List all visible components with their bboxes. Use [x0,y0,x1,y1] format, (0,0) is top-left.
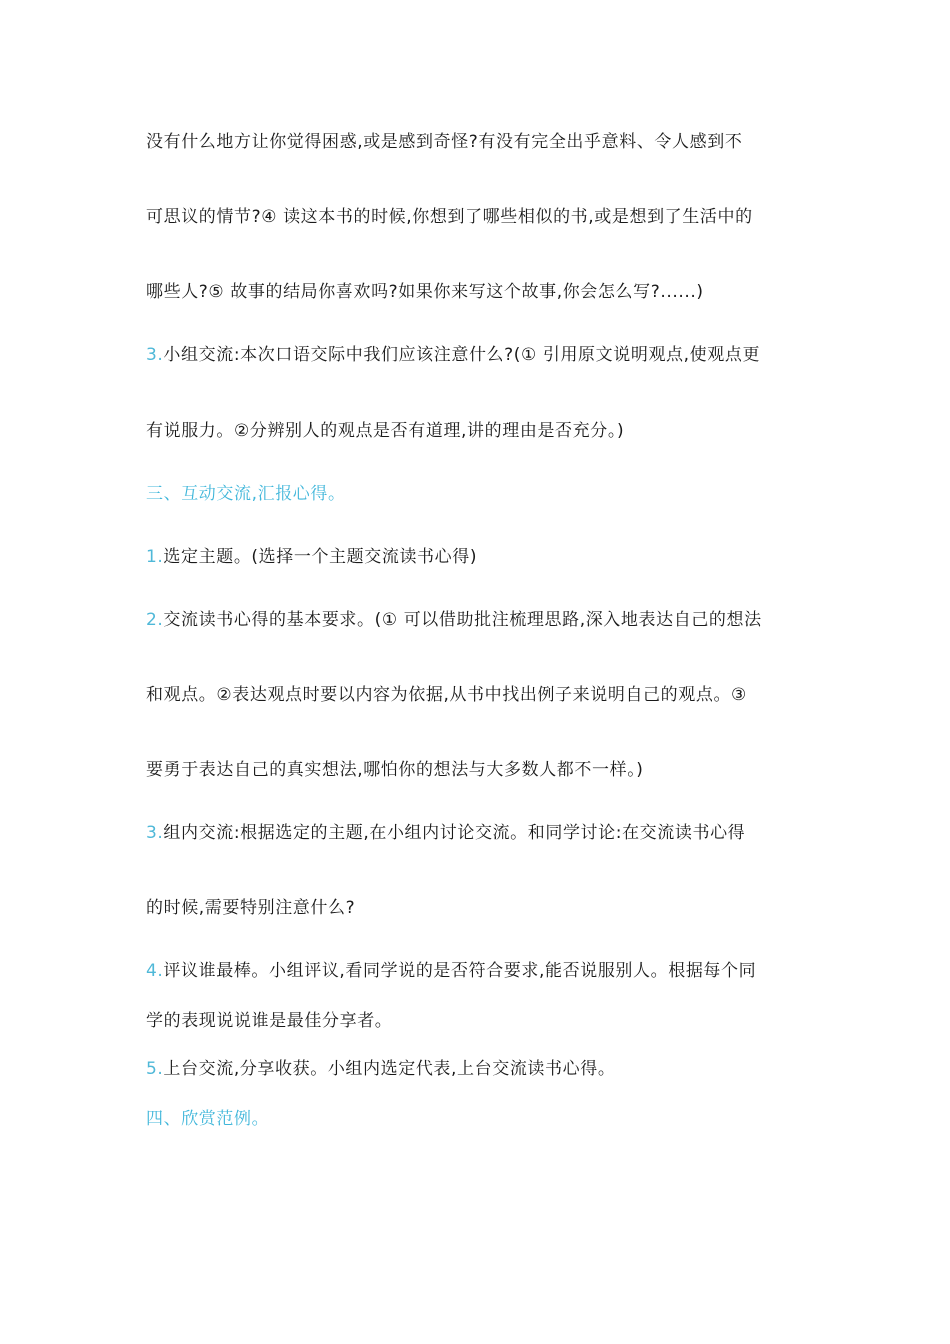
step-number: 5. [146,1059,164,1079]
step-text: 组内交流:根据选定的主题,在小组内讨论交流。和同学讨论:在交流读书心得 [163,823,746,843]
paragraph-line: 哪些人?⑤ 故事的结局你喜欢吗?如果你来写这个故事,你会怎么写?......) [146,282,704,302]
step-number: 4. [146,961,164,981]
item-text: 小组交流:本次口语交际中我们应该注意什么?(① 引用原文说明观点,使观点更 [163,345,761,365]
step-text: 评议谁最棒。小组评议,看同学说的是否符合要求,能否说服别人。根据每个同 [163,961,757,981]
step-2-continuation: 要勇于表达自己的真实想法,哪怕你的想法与大多数人都不一样。) [146,760,644,780]
step-number: 2. [146,610,164,630]
step-text: 交流读书心得的基本要求。(① 可以借助批注梳理思路,深入地表达自己的想法 [163,610,762,630]
step-3 [146,820,816,846]
step-2-continuation: 和观点。②表达观点时要以内容为依据,从书中找出例子来说明自己的观点。③ [146,685,747,705]
step-number: 1. [146,547,164,567]
paragraph-line: 没有什么地方让你觉得困惑,或是感到奇怪?有没有完全出乎意料、令人感到不 [146,132,743,152]
step-number: 3. [146,823,164,843]
step-2 [146,607,816,633]
step-4-continuation: 学的表现说说谁是最佳分享者。 [146,1011,393,1031]
step-5 [146,1056,816,1082]
item-number: 3. [146,345,164,365]
section-heading: 三、互动交流,汇报心得。 [146,484,346,504]
item-3-line [146,342,816,368]
step-4 [146,958,816,984]
step-text: 上台交流,分享收获。小组内选定代表,上台交流读书心得。 [163,1059,616,1079]
step-3-continuation: 的时候,需要特别注意什么? [146,898,356,918]
item-3-continuation: 有说服力。②分辨别人的观点是否有道理,讲的理由是否充分。) [146,421,625,441]
step-1 [146,544,816,570]
paragraph-line: 可思议的情节?④ 读这本书的时候,你想到了哪些相似的书,或是想到了生活中的 [146,207,753,227]
section-heading: 四、欣赏范例。 [146,1109,270,1129]
step-text: 选定主题。(选择一个主题交流读书心得) [163,547,478,567]
